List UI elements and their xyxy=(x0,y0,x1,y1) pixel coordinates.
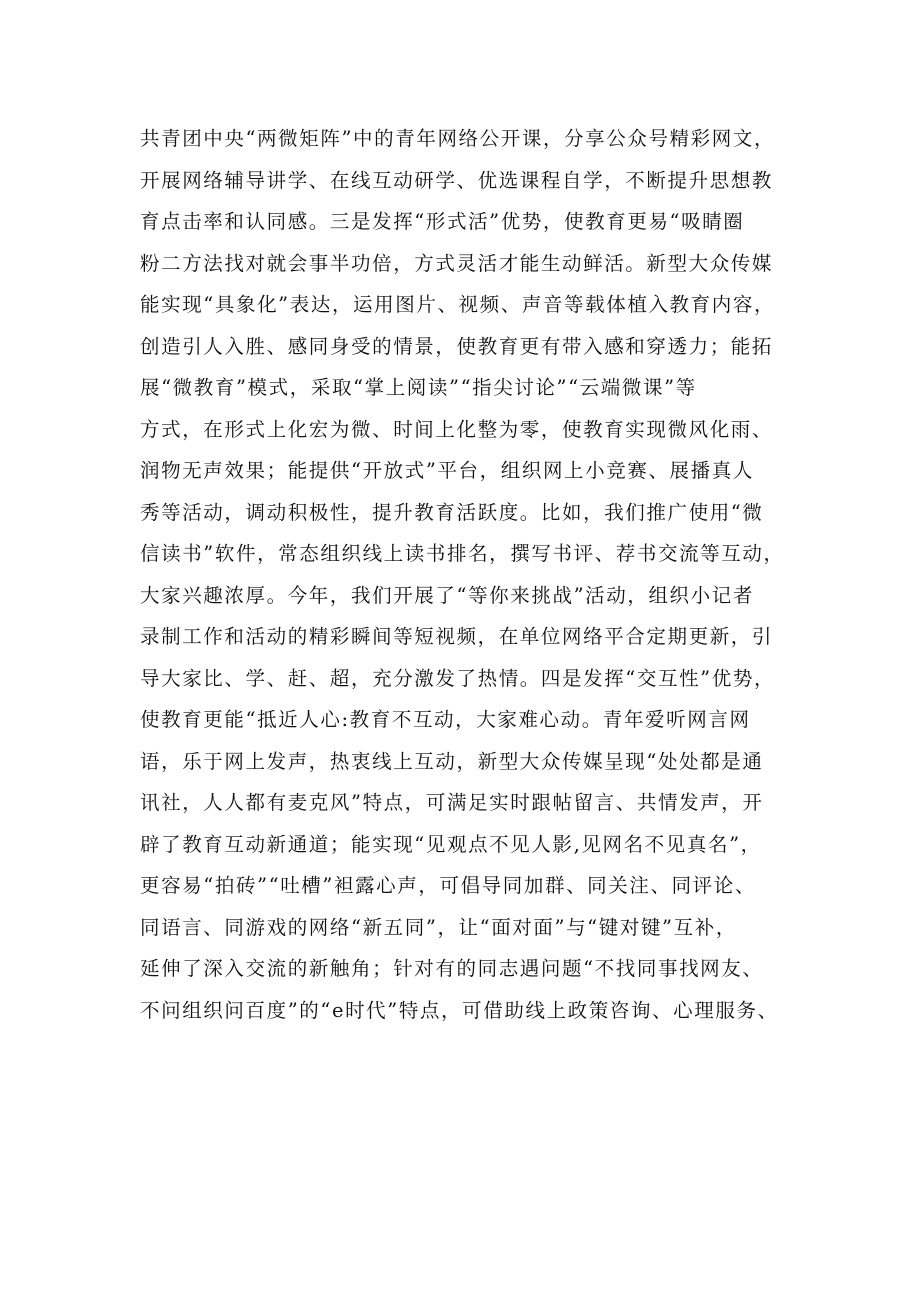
text-line: 辟了教育互动新通道；能实现“见观点不见人影,见网名不见真名”， xyxy=(140,832,762,856)
text-line: 秀等活动，调动积极性，提升教育活跃度。比如，我们推广使用“微 xyxy=(140,500,764,524)
text-line: 同语言、同游戏的网络“新五同”，让“面对面”与“键对键”互补， xyxy=(140,915,737,939)
text-line: 讯社，人人都有麦克风”特点，可满足实时跟帖留言、共情发声，开 xyxy=(140,791,764,814)
text-line: 不问组织问百度”的“e时代”特点，可借助线上政策咨询、心理服务、 xyxy=(140,998,779,1022)
text-line: 润物无声效果；能提供“开放式”平台，组织网上小竞赛、展播真人 xyxy=(140,459,754,482)
text-line: 粉二方法找对就会事半功倍，方式灵活才能生动鲜活。新型大众传媒 xyxy=(140,251,774,275)
text-line: 导大家比、学、赶、超，充分激发了热情。四是发挥“交互性”优势， xyxy=(140,666,776,690)
text-line: 语，乐于网上发声，热衷线上互动，新型大众传媒呈现“处处都是通 xyxy=(140,749,764,773)
text-line: 录制工作和活动的精彩瞬间等短视频，在单位网络平合定期更新，引 xyxy=(140,625,774,648)
text-line: 开展网络辅导讲学、在线互动研学、优选课程自学，不断提升思想教 xyxy=(140,168,774,192)
text-line: 延伸了深入交流的新触角；针对有的同志遇问题“不找同事找网友、 xyxy=(140,957,764,980)
text-line: 共青团中央“两微矩阵”中的青年网络公开课，分享公众号精彩网文， xyxy=(140,127,776,150)
text-line: 使教育更能“抵近人心:教育不互动，大家难心动。青年爱听网言网 xyxy=(140,708,751,731)
text-line: 能实现“具象化”表达，运用图片、视频、声音等载体植入教育内容， xyxy=(140,293,776,316)
text-line: 创造引人入胜、感同身受的情景，使教育更有带入感和穿透力；能拓 xyxy=(140,334,774,358)
text-line: 更容易“拍砖”“吐槽”袒露心声，可倡导同加群、同关注、同评论、 xyxy=(140,874,756,897)
text-line: 育点击率和认同感。三是发挥“形式活”优势，使教育更易“吸睛圈 xyxy=(140,210,745,233)
body-text xyxy=(140,118,820,1031)
text-line: 展“微教育”模式，采取“掌上阅读”“指尖讨论”“云端微课”等 xyxy=(140,376,697,399)
text-line: 大家兴趣浓厚。今年，我们开展了“等你来挑战”活动，组织小记者 xyxy=(140,583,754,607)
text-line: 方式，在形式上化宏为微、时间上化整为零，使教育实现微风化雨、 xyxy=(140,417,774,441)
text-line: 信读书”软件，常态组织线上读书排名，撰写书评、荐书交流等互动， xyxy=(140,542,785,565)
